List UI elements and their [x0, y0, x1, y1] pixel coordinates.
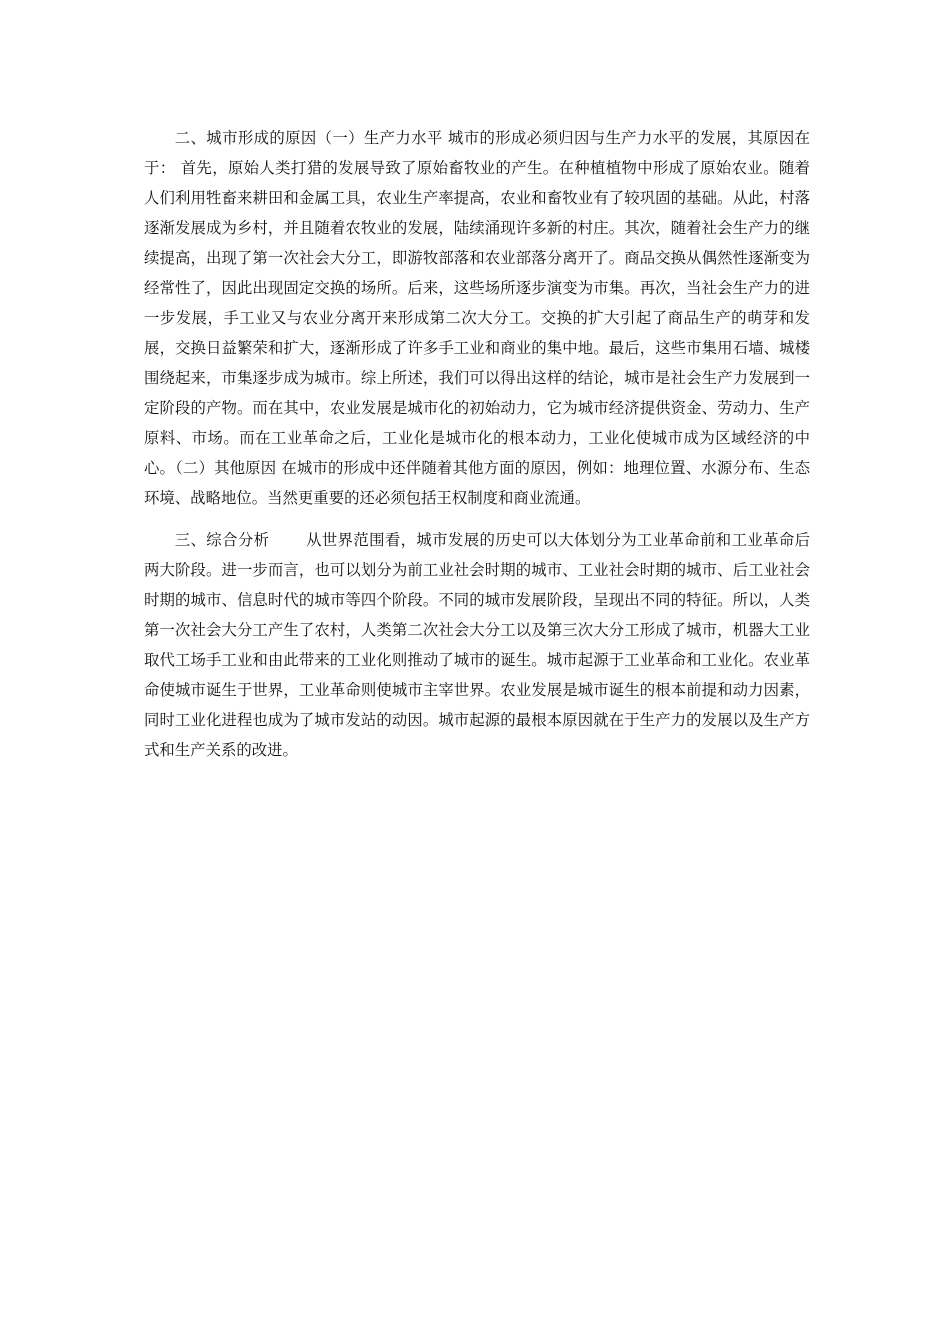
paragraph-comprehensive-analysis: 三、综合分析 从世界范围看，城市发展的历史可以大体划分为工业革命前和工业革命后两大阶段。进一步而言，也可以划分为前工业社会时期的城市、工业社会时期的城市、后工业社会时期的城市、信息时代的城市等四个阶段。不同的城市发展阶段，呈现出不同的特征。所以，人类第一次社会大分工产生了农村，人类第二次社会大分工以及第三次大分工形成了城市，机器大工业取代工场手工业和由此带来的工业化则推动了城市的诞生。城市起源于工业革命和工业化。农业革命使城市诞生于世界，工业革命则使城市主宰世界。农业发展是城市诞生的根本前提和动力因素，同时工业化进程也成为了城市发站的动因。城市起源的最根本原因就在于生产力的发展以及生产方式和生产关系的改进。 — [144, 531, 810, 759]
document-page — [144, 123, 810, 765]
paragraph-causes-of-city-formation: 二、城市形成的原因（一）生产力水平 城市的形成必须归因与生产力水平的发展，其原因在于： 首先，原始人类打猎的发展导致了原始畜牧业的产生。在种植植物中形成了原始农业。随着人们利用牲畜来耕田和金属工具，农业生产率提高，农业和畜牧业有了较巩固的基础。从此，村落逐渐发展成为乡村，并且随着农牧业的发展，陆续涌现许多新的村庄。其次，随着社会生产力的继续提高，出现了第一次社会大分工，即游牧部落和农业部落分离开了。商品交换从偶然性逐渐变为经常性了，因此出现固定交换的场所。后来，这些场所逐步演变为市集。再次，当社会生产力的进一步发展，手工业又与农业分离开来形成第二次大分工。交换的扩大引起了商品生产的萌芽和发展，交换日益繁荣和扩大，逐渐形成了许多手工业和商业的集中地。最后，这些市集用石墙、城楼围绕起来，市集逐步成为城市。综上所述，我们可以得出这样的结论，城市是社会生产力发展到一定阶段的产物。而在其中，农业发展是城市化的初始动力，它为城市经济提供资金、劳动力、生产原料、市场。而在工业革命之后，工业化是城市化的根本动力，工业化使城市成为区域经济的中心。（二）其他原因 在城市的形成中还伴随着其他方面的原因，例如：地理位置、水源分布、生态环境、战略地位。当然更重要的还必须包括王权制度和商业流通。 — [144, 129, 810, 507]
